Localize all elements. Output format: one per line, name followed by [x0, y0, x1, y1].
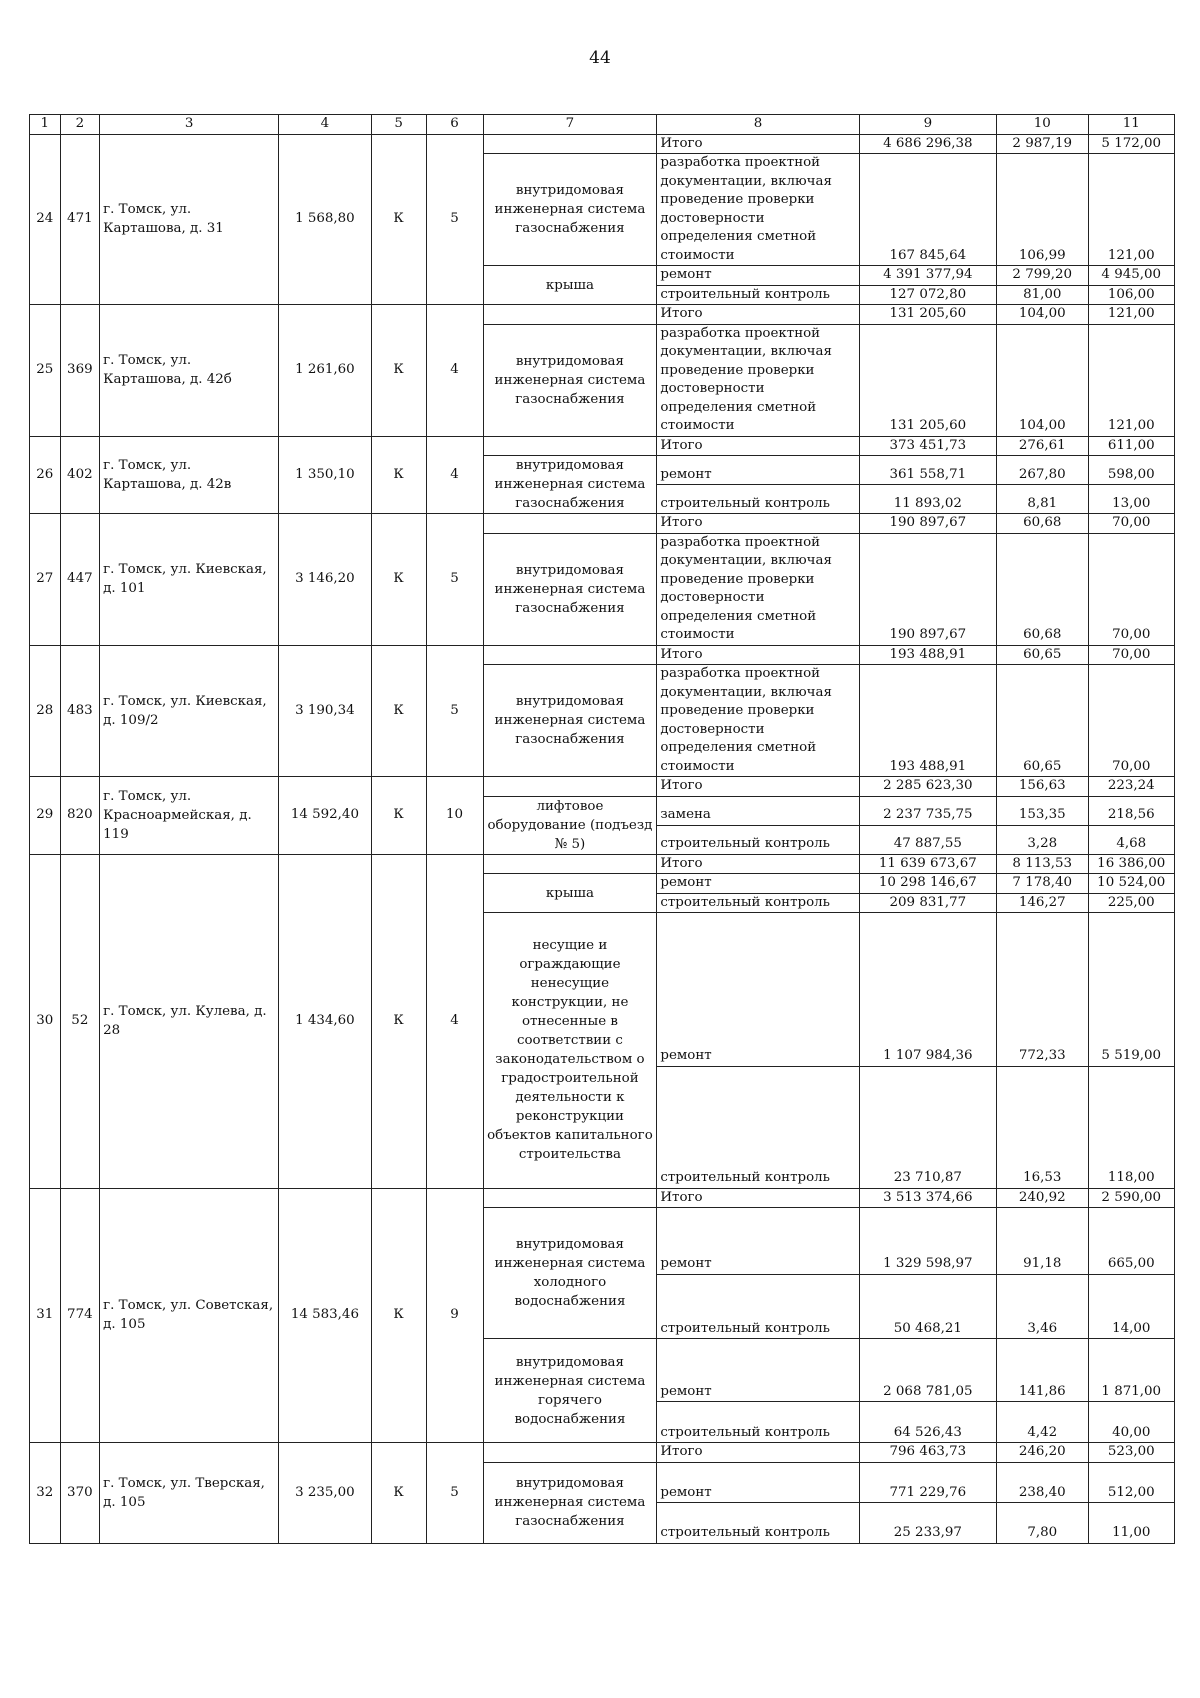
work-limit: 512,00 [1088, 1462, 1175, 1503]
house-id: 370 [60, 1443, 100, 1544]
system-cell-empty [483, 134, 657, 154]
col-header-9: 9 [859, 115, 996, 135]
work-cost: 1 329 598,97 [859, 1208, 996, 1275]
col-header-4: 4 [279, 115, 372, 135]
work-cost-per-m2: 3,28 [996, 825, 1088, 854]
col-header-10: 10 [996, 115, 1088, 135]
total-limit: 121,00 [1088, 305, 1175, 325]
system-cell-empty [483, 1443, 657, 1463]
work-limit: 40,00 [1088, 1402, 1175, 1443]
row-number: 30 [30, 854, 61, 1188]
work-cost-per-m2: 7 178,40 [996, 874, 1088, 894]
system-cell-empty [483, 436, 657, 456]
table-row [30, 436, 1175, 456]
work-cost-per-m2: 153,35 [996, 796, 1088, 825]
col-header-1: 1 [30, 115, 61, 135]
work-cost-per-m2: 7,80 [996, 1503, 1088, 1544]
work-limit: 14,00 [1088, 1274, 1175, 1339]
work-label: строительный контроль [657, 285, 859, 305]
total-cost-per-m2: 240,92 [996, 1188, 1088, 1208]
total-label: Итого [657, 1188, 859, 1208]
work-label: разработка проектной документации, включая проведение проверки достоверности определения сметной стоимости [657, 533, 859, 645]
work-limit: 121,00 [1088, 324, 1175, 436]
house-floors: 4 [426, 305, 483, 437]
total-label: Итого [657, 1443, 859, 1463]
work-limit: 4,68 [1088, 825, 1175, 854]
work-cost-per-m2: 4,42 [996, 1402, 1088, 1443]
work-limit: 11,00 [1088, 1503, 1175, 1544]
work-label: строительный контроль [657, 1274, 859, 1339]
system-name: внутридомовая инженерная система газоснабжения [483, 665, 657, 777]
work-cost-per-m2: 60,65 [996, 665, 1088, 777]
house-address: г. Томск, ул. Киевская, д. 109/2 [100, 645, 279, 777]
house-floors: 10 [426, 777, 483, 855]
work-cost: 167 845,64 [859, 154, 996, 266]
work-limit: 218,56 [1088, 796, 1175, 825]
house-id: 774 [60, 1188, 100, 1442]
system-name: крыша [483, 874, 657, 913]
house-id: 471 [60, 134, 100, 305]
system-name: внутридомовая инженерная система газоснабжения [483, 1462, 657, 1543]
total-cost-per-m2: 104,00 [996, 305, 1088, 325]
work-label: ремонт [657, 456, 859, 485]
house-area: 3 146,20 [279, 514, 372, 646]
work-cost-per-m2: 91,18 [996, 1208, 1088, 1275]
house-id: 820 [60, 777, 100, 855]
work-label: ремонт [657, 1208, 859, 1275]
work-cost-per-m2: 2 799,20 [996, 266, 1088, 286]
work-limit: 1 871,00 [1088, 1339, 1175, 1402]
col-header-8: 8 [657, 115, 859, 135]
work-label: разработка проектной документации, включая проведение проверки достоверности определения сметной стоимости [657, 154, 859, 266]
table-row [30, 1188, 1175, 1208]
work-cost-per-m2: 104,00 [996, 324, 1088, 436]
work-cost: 1 107 984,36 [859, 913, 996, 1067]
total-label: Итого [657, 514, 859, 534]
col-header-11: 11 [1088, 115, 1175, 135]
row-number: 25 [30, 305, 61, 437]
work-label: разработка проектной документации, включая проведение проверки достоверности определения сметной стоимости [657, 324, 859, 436]
total-cost: 11 639 673,67 [859, 854, 996, 874]
table-row [30, 777, 1175, 797]
total-cost-per-m2: 60,65 [996, 645, 1088, 665]
work-limit: 665,00 [1088, 1208, 1175, 1275]
house-address: г. Томск, ул. Кулева, д. 28 [100, 854, 279, 1188]
work-label: ремонт [657, 1462, 859, 1503]
house-address: г. Томск, ул. Киевская, д. 101 [100, 514, 279, 646]
row-number: 31 [30, 1188, 61, 1442]
work-limit: 70,00 [1088, 533, 1175, 645]
system-cell-empty [483, 514, 657, 534]
system-cell-empty [483, 645, 657, 665]
work-limit: 225,00 [1088, 893, 1175, 913]
row-number: 28 [30, 645, 61, 777]
total-cost: 373 451,73 [859, 436, 996, 456]
total-cost-per-m2: 156,63 [996, 777, 1088, 797]
work-cost: 47 887,55 [859, 825, 996, 854]
system-name: внутридомовая инженерная система газоснабжения [483, 154, 657, 266]
house-area: 3 190,34 [279, 645, 372, 777]
work-cost: 11 893,02 [859, 485, 996, 514]
work-limit: 5 519,00 [1088, 913, 1175, 1067]
row-number: 24 [30, 134, 61, 305]
total-limit: 523,00 [1088, 1443, 1175, 1463]
house-floors: 5 [426, 1443, 483, 1544]
total-limit: 70,00 [1088, 645, 1175, 665]
house-address: г. Томск, ул. Карташова, д. 31 [100, 134, 279, 305]
table-body [30, 115, 1175, 1544]
total-cost-per-m2: 2 987,19 [996, 134, 1088, 154]
house-id: 483 [60, 645, 100, 777]
house-floors: 4 [426, 436, 483, 514]
work-label: разработка проектной документации, включая проведение проверки достоверности определения сметной стоимости [657, 665, 859, 777]
work-cost: 2 068 781,05 [859, 1339, 996, 1402]
table-row [30, 645, 1175, 665]
work-label: ремонт [657, 913, 859, 1067]
house-floors: 9 [426, 1188, 483, 1442]
house-address: г. Томск, ул. Карташова, д. 42в [100, 436, 279, 514]
house-type: К [371, 854, 426, 1188]
system-name: лифтовое оборудование (подъезд № 5) [483, 796, 657, 854]
col-header-2: 2 [60, 115, 100, 135]
work-label: строительный контроль [657, 485, 859, 514]
work-limit: 10 524,00 [1088, 874, 1175, 894]
work-label: ремонт [657, 1339, 859, 1402]
house-type: К [371, 134, 426, 305]
total-limit: 2 590,00 [1088, 1188, 1175, 1208]
row-number: 27 [30, 514, 61, 646]
work-limit: 121,00 [1088, 154, 1175, 266]
system-name: внутридомовая инженерная система холодного водоснабжения [483, 1208, 657, 1339]
work-cost: 10 298 146,67 [859, 874, 996, 894]
work-cost: 361 558,71 [859, 456, 996, 485]
work-cost-per-m2: 81,00 [996, 285, 1088, 305]
total-cost: 2 285 623,30 [859, 777, 996, 797]
total-label: Итого [657, 645, 859, 665]
work-cost: 64 526,43 [859, 1402, 996, 1443]
house-type: К [371, 514, 426, 646]
total-cost: 4 686 296,38 [859, 134, 996, 154]
work-cost-per-m2: 8,81 [996, 485, 1088, 514]
total-limit: 611,00 [1088, 436, 1175, 456]
work-cost: 771 229,76 [859, 1462, 996, 1503]
system-cell-empty [483, 777, 657, 797]
total-limit: 16 386,00 [1088, 854, 1175, 874]
total-label: Итого [657, 854, 859, 874]
house-floors: 5 [426, 134, 483, 305]
table-row [30, 514, 1175, 534]
work-limit: 13,00 [1088, 485, 1175, 514]
work-cost: 23 710,87 [859, 1066, 996, 1188]
page-number: 44 [589, 48, 611, 68]
system-name: внутридомовая инженерная система горячего водоснабжения [483, 1339, 657, 1443]
work-cost-per-m2: 60,68 [996, 533, 1088, 645]
work-cost-per-m2: 772,33 [996, 913, 1088, 1067]
work-limit: 118,00 [1088, 1066, 1175, 1188]
work-label: замена [657, 796, 859, 825]
table-row [30, 305, 1175, 325]
total-cost: 131 205,60 [859, 305, 996, 325]
total-cost-per-m2: 246,20 [996, 1443, 1088, 1463]
work-label: строительный контроль [657, 825, 859, 854]
total-limit: 70,00 [1088, 514, 1175, 534]
house-address: г. Томск, ул. Карташова, д. 42б [100, 305, 279, 437]
row-number: 29 [30, 777, 61, 855]
work-cost-per-m2: 16,53 [996, 1066, 1088, 1188]
work-label: ремонт [657, 266, 859, 286]
house-area: 14 592,40 [279, 777, 372, 855]
work-cost-per-m2: 3,46 [996, 1274, 1088, 1339]
work-cost: 131 205,60 [859, 324, 996, 436]
house-type: К [371, 1188, 426, 1442]
house-floors: 5 [426, 645, 483, 777]
col-header-6: 6 [426, 115, 483, 135]
total-label: Итого [657, 436, 859, 456]
house-area: 1 568,80 [279, 134, 372, 305]
table-row [30, 134, 1175, 154]
system-name: внутридомовая инженерная система газоснабжения [483, 456, 657, 514]
total-cost: 193 488,91 [859, 645, 996, 665]
total-label: Итого [657, 305, 859, 325]
work-cost-per-m2: 238,40 [996, 1462, 1088, 1503]
total-label: Итого [657, 777, 859, 797]
work-label: строительный контроль [657, 1066, 859, 1188]
house-id: 402 [60, 436, 100, 514]
header-row [30, 115, 1175, 135]
house-id: 52 [60, 854, 100, 1188]
house-floors: 4 [426, 854, 483, 1188]
house-address: г. Томск, ул. Тверская, д. 105 [100, 1443, 279, 1544]
house-area: 14 583,46 [279, 1188, 372, 1442]
house-type: К [371, 645, 426, 777]
total-cost-per-m2: 276,61 [996, 436, 1088, 456]
work-cost: 2 237 735,75 [859, 796, 996, 825]
total-label: Итого [657, 134, 859, 154]
work-limit: 70,00 [1088, 665, 1175, 777]
row-number: 26 [30, 436, 61, 514]
repair-program-table [29, 114, 1175, 1544]
system-cell-empty [483, 854, 657, 874]
house-area: 1 261,60 [279, 305, 372, 437]
total-limit: 5 172,00 [1088, 134, 1175, 154]
work-limit: 106,00 [1088, 285, 1175, 305]
col-header-5: 5 [371, 115, 426, 135]
house-area: 3 235,00 [279, 1443, 372, 1544]
table-row [30, 1443, 1175, 1463]
work-cost: 190 897,67 [859, 533, 996, 645]
col-header-3: 3 [100, 115, 279, 135]
work-cost-per-m2: 141,86 [996, 1339, 1088, 1402]
house-area: 1 434,60 [279, 854, 372, 1188]
system-cell-empty [483, 305, 657, 325]
work-label: строительный контроль [657, 1503, 859, 1544]
work-limit: 598,00 [1088, 456, 1175, 485]
system-cell-empty [483, 1188, 657, 1208]
work-cost: 50 468,21 [859, 1274, 996, 1339]
house-id: 447 [60, 514, 100, 646]
house-address: г. Томск, ул. Красноармейская, д. 119 [100, 777, 279, 855]
total-cost-per-m2: 8 113,53 [996, 854, 1088, 874]
work-label: строительный контроль [657, 1402, 859, 1443]
total-cost: 190 897,67 [859, 514, 996, 534]
work-cost: 25 233,97 [859, 1503, 996, 1544]
work-cost-per-m2: 267,80 [996, 456, 1088, 485]
total-cost-per-m2: 60,68 [996, 514, 1088, 534]
system-name: несущие и ограждающие ненесущие конструкции, не отнесенные в соответствии с законодательством о градостроительной деятельности к реконструкции объектов капитального строительства [483, 913, 657, 1189]
total-cost: 3 513 374,66 [859, 1188, 996, 1208]
system-name: крыша [483, 266, 657, 305]
work-cost: 193 488,91 [859, 665, 996, 777]
house-id: 369 [60, 305, 100, 437]
system-name: внутридомовая инженерная система газоснабжения [483, 533, 657, 645]
house-floors: 5 [426, 514, 483, 646]
col-header-7: 7 [483, 115, 657, 135]
house-type: К [371, 305, 426, 437]
work-cost: 4 391 377,94 [859, 266, 996, 286]
work-label: строительный контроль [657, 893, 859, 913]
work-cost-per-m2: 146,27 [996, 893, 1088, 913]
work-cost-per-m2: 106,99 [996, 154, 1088, 266]
work-cost: 209 831,77 [859, 893, 996, 913]
house-type: К [371, 777, 426, 855]
total-limit: 223,24 [1088, 777, 1175, 797]
house-type: К [371, 1443, 426, 1544]
house-area: 1 350,10 [279, 436, 372, 514]
work-label: ремонт [657, 874, 859, 894]
table-row [30, 854, 1175, 874]
work-limit: 4 945,00 [1088, 266, 1175, 286]
total-cost: 796 463,73 [859, 1443, 996, 1463]
row-number: 32 [30, 1443, 61, 1544]
system-name: внутридомовая инженерная система газоснабжения [483, 324, 657, 436]
work-cost: 127 072,80 [859, 285, 996, 305]
house-type: К [371, 436, 426, 514]
house-address: г. Томск, ул. Советская, д. 105 [100, 1188, 279, 1442]
